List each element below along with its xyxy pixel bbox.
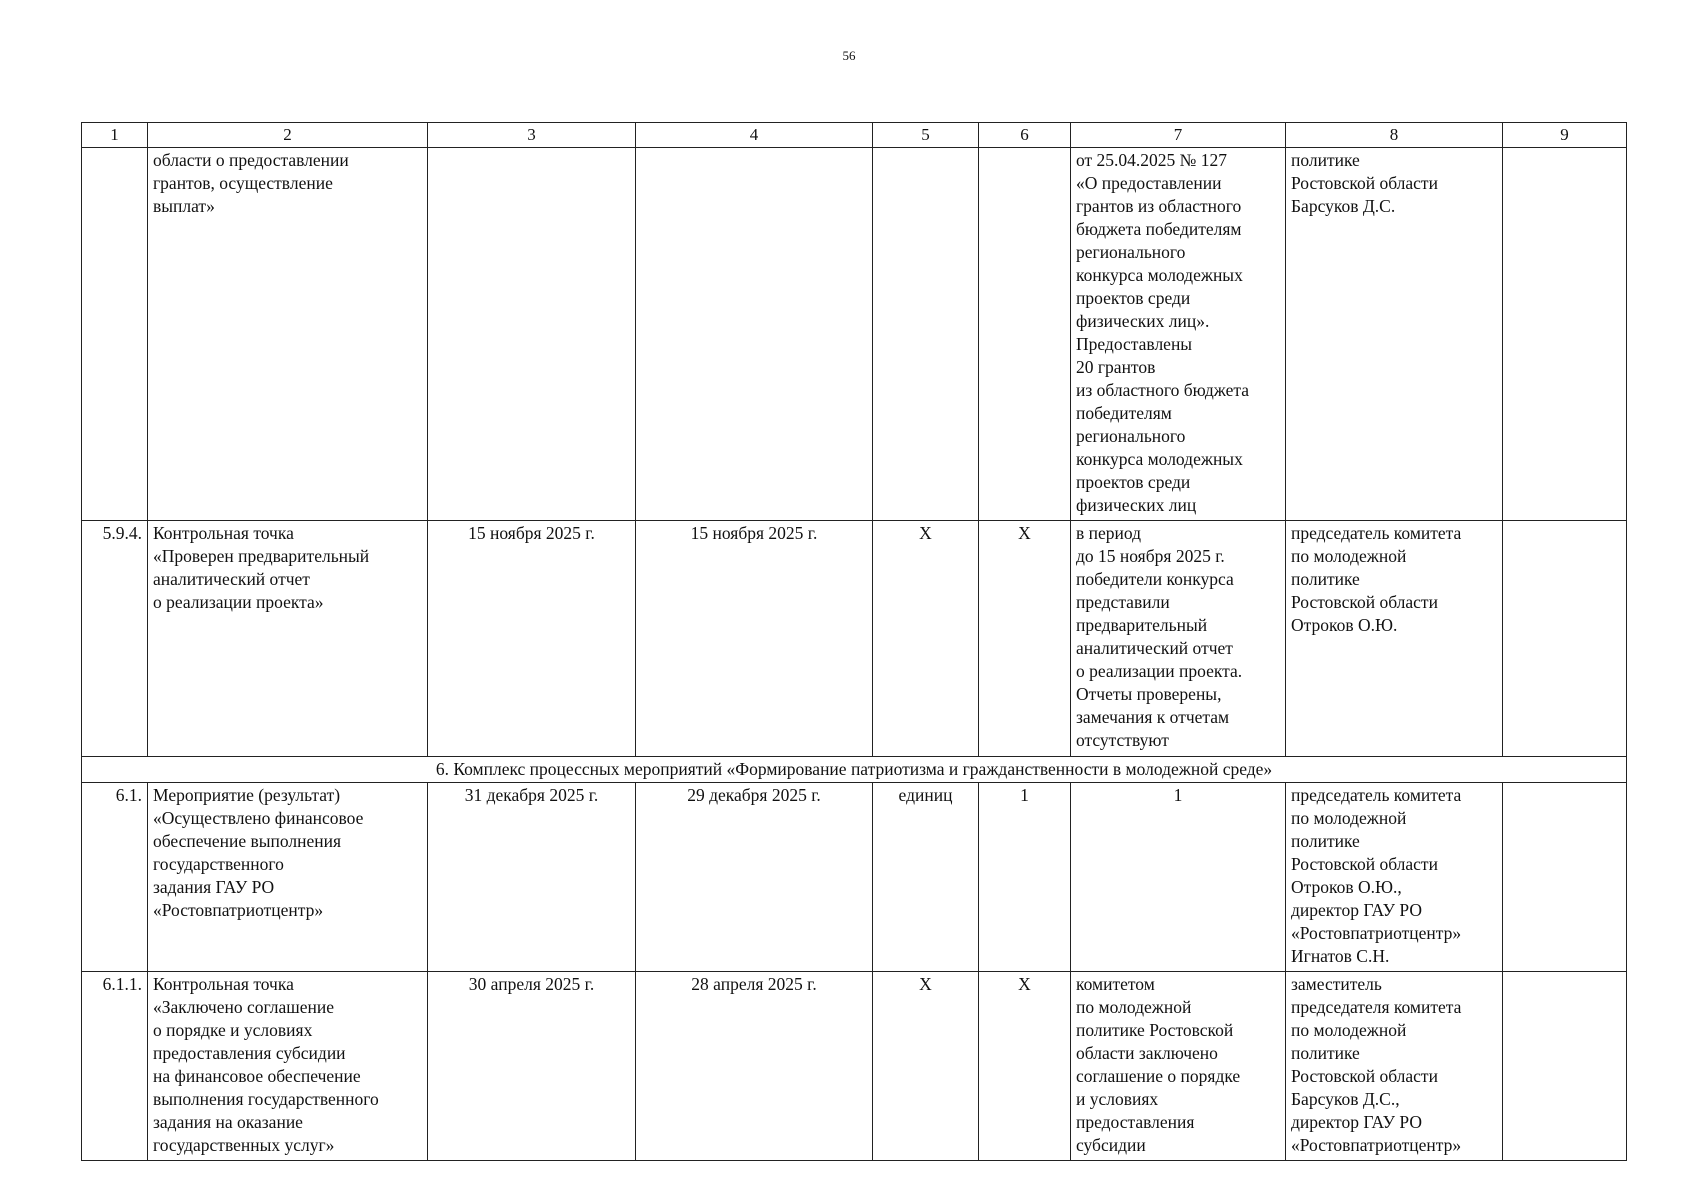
row-unit: X xyxy=(873,972,979,1161)
row-note xyxy=(1503,148,1627,521)
row-planned-date: 30 апреля 2025 г. xyxy=(428,972,636,1161)
row-responsible: заместитель председателя комитета по молодежной политике Ростовской области Барсуков Д.С., директор ГАУ РО «Ростовпатриотцентр» xyxy=(1286,972,1503,1161)
plan-table xyxy=(81,122,1627,1161)
row-note xyxy=(1503,521,1627,757)
row-responsible: политике Ростовской области Барсуков Д.С. xyxy=(1286,148,1503,521)
column-header: 5 xyxy=(873,123,979,148)
row-plan-value: X xyxy=(979,521,1071,757)
row-result: от 25.04.2025 № 127 «О предоставлении грантов из областного бюджета победителям регионального конкурса молодежных проектов среди физических лиц». Предоставлены 20 грантов из областного бюджета победителям регионального конкурса молодежных проектов среди физических лиц xyxy=(1071,148,1286,521)
row-name: области о предоставлении грантов, осуществление выплат» xyxy=(148,148,428,521)
row-responsible: председатель комитета по молодежной политике Ростовской области Отроков О.Ю. xyxy=(1286,521,1503,757)
column-header: 6 xyxy=(979,123,1071,148)
row-result: комитетом по молодежной политике Ростовской области заключено соглашение о порядке и условиях предоставления субсидии xyxy=(1071,972,1286,1161)
table-row xyxy=(82,521,1627,757)
column-header: 8 xyxy=(1286,123,1503,148)
row-result: в период до 15 ноября 2025 г. победители конкурса представили предварительный аналитический отчет о реализации проекта. Отчеты проверены, замечания к отчетам отсутствуют xyxy=(1071,521,1286,757)
section-header-row xyxy=(82,757,1627,783)
row-planned-date: 31 декабря 2025 г. xyxy=(428,783,636,972)
row-actual-date: 15 ноября 2025 г. xyxy=(636,521,873,757)
column-header: 9 xyxy=(1503,123,1627,148)
row-name: Контрольная точка «Заключено соглашение о порядке и условиях предоставления субсидии на финансовое обеспечение выполнения государственного задания на оказание государственных услуг» xyxy=(148,972,428,1161)
column-header: 2 xyxy=(148,123,428,148)
row-planned-date xyxy=(428,148,636,521)
column-header: 4 xyxy=(636,123,873,148)
row-number: 6.1.1. xyxy=(82,972,148,1161)
column-numbers-row xyxy=(82,123,1627,148)
table-row xyxy=(82,783,1627,972)
row-result: 1 xyxy=(1071,783,1286,972)
row-unit: единиц xyxy=(873,783,979,972)
row-unit xyxy=(873,148,979,521)
row-actual-date: 28 апреля 2025 г. xyxy=(636,972,873,1161)
row-note xyxy=(1503,972,1627,1161)
row-unit: X xyxy=(873,521,979,757)
row-number: 6.1. xyxy=(82,783,148,972)
table-row xyxy=(82,148,1627,521)
row-plan-value: X xyxy=(979,972,1071,1161)
row-actual-date xyxy=(636,148,873,521)
row-responsible: председатель комитета по молодежной политике Ростовской области Отроков О.Ю., директор ГАУ РО «Ростовпатриотцентр» Игнатов С.Н. xyxy=(1286,783,1503,972)
column-header: 7 xyxy=(1071,123,1286,148)
row-plan-value: 1 xyxy=(979,783,1071,972)
table-row xyxy=(82,972,1627,1161)
row-plan-value xyxy=(979,148,1071,521)
row-name: Мероприятие (результат) «Осуществлено финансовое обеспечение выполнения государственного задания ГАУ РО «Ростовпатриотцентр» xyxy=(148,783,428,972)
row-number xyxy=(82,148,148,521)
section-title: 6. Комплекс процессных мероприятий «Формирование патриотизма и гражданственности в молодежной среде» xyxy=(82,757,1627,783)
column-header: 1 xyxy=(82,123,148,148)
row-planned-date: 15 ноября 2025 г. xyxy=(428,521,636,757)
row-note xyxy=(1503,783,1627,972)
row-name: Контрольная точка «Проверен предварительный аналитический отчет о реализации проекта» xyxy=(148,521,428,757)
page-number: 56 xyxy=(842,48,856,63)
row-number: 5.9.4. xyxy=(82,521,148,757)
column-header: 3 xyxy=(428,123,636,148)
row-actual-date: 29 декабря 2025 г. xyxy=(636,783,873,972)
